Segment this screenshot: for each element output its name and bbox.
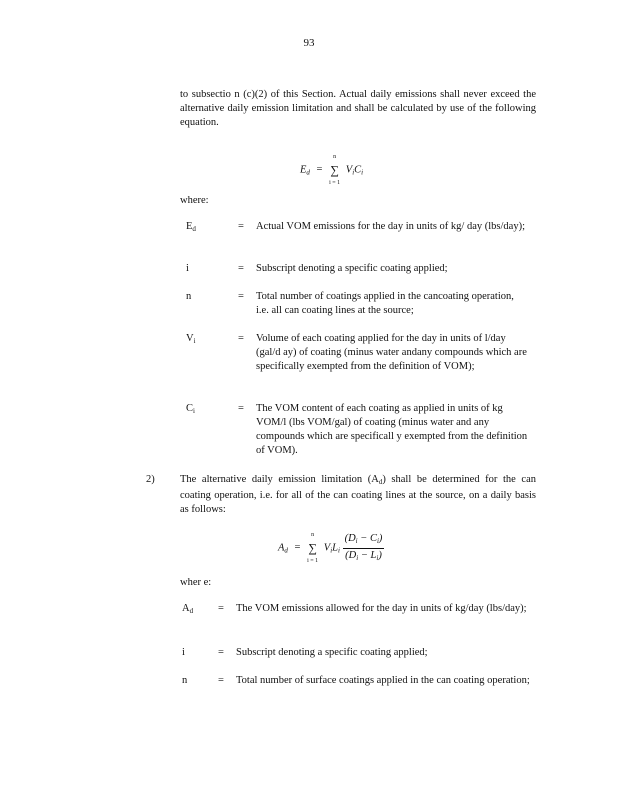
definition-symbol-letter: E	[186, 221, 193, 232]
definition-row	[182, 674, 536, 690]
eq2-num-part3: )	[378, 532, 383, 544]
eq1-term2-sub: i	[361, 168, 364, 177]
definition-row	[186, 290, 528, 318]
definition-row	[182, 602, 536, 618]
item-2-text	[180, 473, 536, 517]
eq1-lhs: E	[300, 164, 307, 176]
definition-text: Total number of coatings applied in the cancoating operation, i.e. all can coating lines at the source;	[256, 291, 514, 316]
definition-row	[182, 646, 536, 662]
definition-row	[186, 262, 528, 278]
where-label-2: wher e:	[180, 577, 212, 588]
definition-symbol	[182, 674, 218, 690]
definition-text: Total number of surface coatings applied in the can coating operation;	[236, 675, 530, 686]
definition-equals: =	[238, 333, 244, 344]
eq2-term-sub: i	[330, 546, 333, 555]
eq2-lhs-sub: d	[284, 546, 288, 555]
item-2-text-before: The alternative daily emission limitation (A	[180, 474, 379, 485]
eq2-lhs: A	[278, 542, 285, 554]
item-2-number: 2)	[146, 474, 155, 485]
eq1-sum-bottom: i = 1	[329, 180, 341, 186]
definition-symbol-subscript: d	[192, 225, 196, 233]
definition-text: The VOM emissions allowed for the day in units of kg/day (lbs/day);	[236, 603, 527, 614]
definition-symbol-letter: C	[186, 403, 194, 414]
eq2-num-part2: − C	[357, 532, 377, 544]
eq2-num-part1: (D	[344, 532, 356, 544]
equation-alternative-limit	[278, 528, 384, 568]
definition-symbol-letter: n	[186, 291, 192, 302]
eq1-summation	[329, 150, 340, 190]
definition-row	[186, 220, 528, 236]
item-2-text-after: ) shall be determined for the can coating operation, i.e. for all of the can coating lines at the source, on a daily basis as follows:	[180, 474, 537, 515]
definition-symbol-letter: n	[182, 675, 188, 686]
where-label-1: where:	[180, 195, 209, 206]
definition-symbol-letter: i	[186, 263, 189, 274]
eq1-sum-top: n	[333, 154, 337, 160]
eq2-den-part3: )	[378, 549, 382, 561]
definition-equals: =	[238, 221, 244, 232]
eq2-term2-sub: i	[338, 546, 340, 555]
eq2-num-sub1: i	[355, 536, 358, 545]
definition-equals: =	[218, 603, 224, 614]
eq1-term1: V	[345, 164, 353, 176]
intro-paragraph: to subsectio n (c)(2) of this Section. Actual daily emissions shall never exceed the alternative daily emission limitation and shall be calculated by use of the following equation.	[180, 89, 536, 128]
definition-symbol	[182, 602, 218, 618]
definition-text: Subscript denoting a specific coating applied;	[236, 647, 428, 658]
equation-actual-emissions	[300, 150, 363, 190]
definition-text: Actual VOM emissions for the day in units of kg/ day (lbs/day);	[256, 221, 525, 232]
eq1-lhs-sub: d	[306, 168, 310, 177]
definition-symbol	[186, 402, 238, 458]
eq2-sum-top: n	[311, 532, 315, 538]
eq2-denominator	[343, 549, 384, 565]
definition-text: Volume of each coating applied for the day in units of l/day (gal/d ay) of coating (minus water andany compounds which are specifically exempted from the definition of VOM);	[256, 333, 527, 372]
eq1-sum-symbol: ∑	[330, 163, 339, 177]
definition-symbol-subscript: i	[193, 337, 196, 345]
eq2-fraction	[343, 532, 385, 565]
definition-symbol-subscript: i	[193, 407, 195, 415]
definition-symbol	[186, 220, 238, 236]
eq1-equals: =	[316, 164, 323, 176]
definition-symbol	[186, 290, 238, 318]
definition-equals: =	[238, 263, 244, 274]
definition-row	[186, 402, 528, 458]
definition-equals: =	[218, 647, 224, 658]
definition-symbol-subscript: d	[189, 607, 194, 615]
definition-symbol	[186, 332, 238, 374]
definition-equals: =	[238, 403, 244, 414]
definition-text: The VOM content of each coating as applied in units of kg VOM/l (lbs VOM/gal) of coating (minus water and any compounds which are specificall y exempted from the definition of VOM).	[256, 403, 528, 456]
definition-text: Subscript denoting a specific coating applied;	[256, 263, 448, 274]
eq2-term2: L	[332, 542, 338, 554]
eq2-den-part2: − L	[358, 549, 377, 561]
definition-symbol-letter: A	[182, 603, 190, 614]
definition-equals: =	[218, 675, 224, 686]
definition-row	[186, 332, 528, 374]
eq2-sum-bottom: i = 1	[307, 558, 319, 564]
item-2-text-sub: d	[378, 478, 383, 486]
eq1-term2: C	[354, 164, 362, 176]
page-number: 93	[303, 37, 315, 49]
eq2-equals: =	[294, 542, 301, 554]
definition-symbol-letter: V	[186, 333, 194, 344]
eq2-term: V	[323, 542, 331, 554]
eq2-sum-symbol: ∑	[308, 541, 317, 555]
eq2-den-sub1: i	[356, 553, 359, 562]
definition-equals: =	[238, 291, 244, 302]
definition-symbol	[186, 262, 238, 278]
eq2-den-part1: (D	[345, 549, 357, 561]
definition-symbol	[182, 646, 218, 662]
eq1-term1-sub: i	[352, 168, 355, 177]
definition-symbol-letter: i	[182, 647, 185, 658]
eq2-den-sub2: i	[376, 553, 379, 562]
eq2-num-sub2: i	[376, 536, 379, 545]
eq2-summation	[307, 528, 318, 568]
eq2-numerator	[343, 532, 385, 549]
